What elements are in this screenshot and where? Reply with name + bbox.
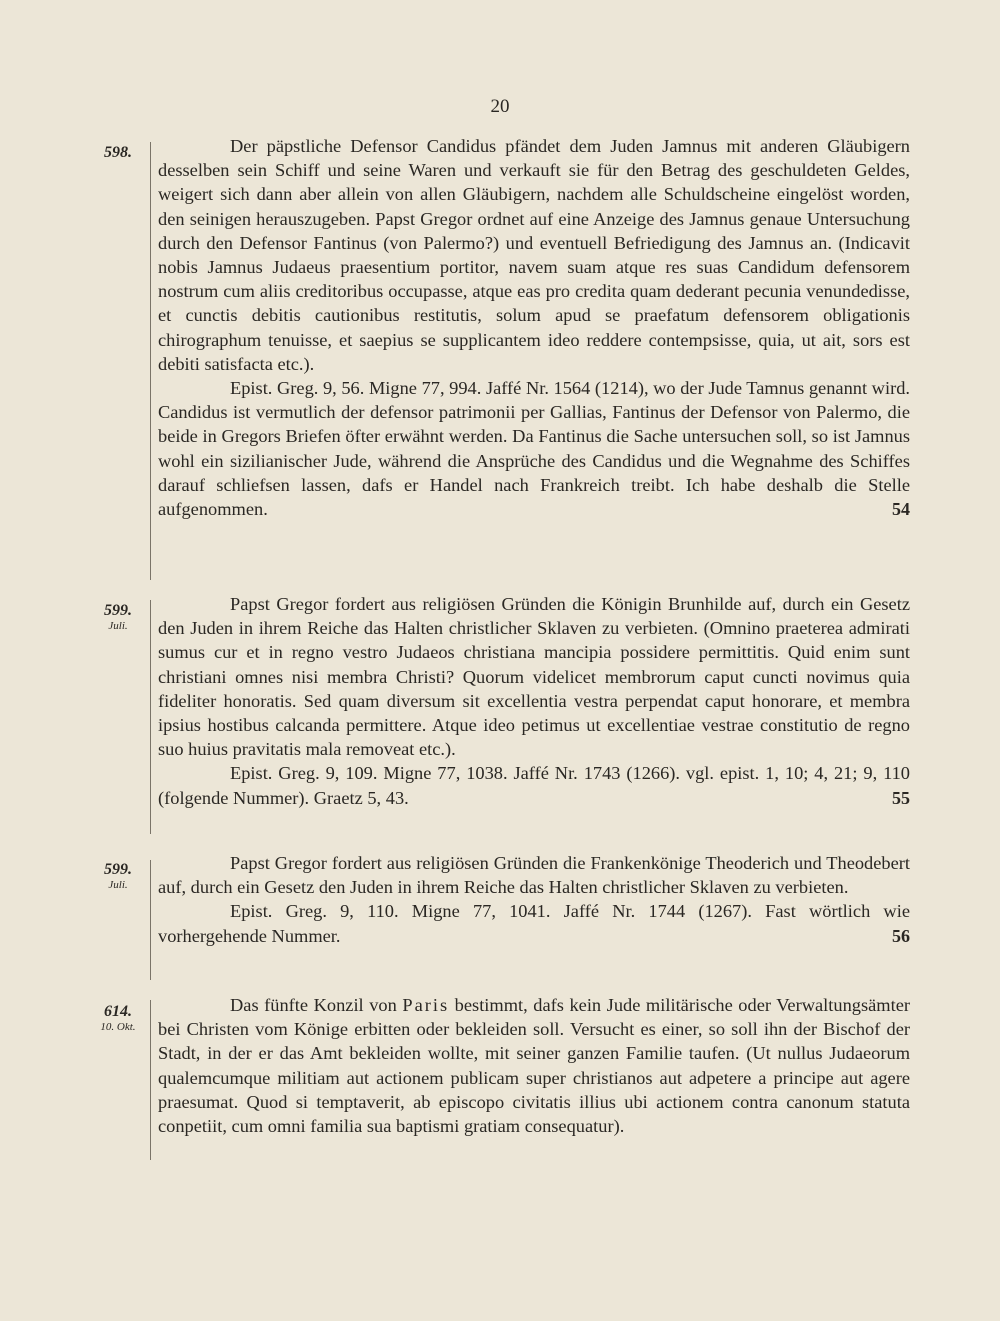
entry-text [158,993,910,1138]
reference-text: Epist. Greg. 9, 56. Migne 77, 994. Jaffé Nr. 1564 (1214), wo der Jude Tamnus genannt wird. Candidus ist vermutlich der defensor patrimonii per Gallias, Fantinus der Defensor von Palermo, die beide in Gregors Briefen öfter erwähnt werden. Da Fantinus die Sache untersuchen soll, so ist Jamnus wohl ein sizilianischer Jude, während die Ansprüche des Candidus und die Wegnahme des Schiffes darauf schliefsen lassen, dafs er Handel nach Frankreich treibt. Ich habe deshalb die Stelle aufgenommen. [158,378,910,520]
entry-year: 614. [104,1003,132,1020]
entry-body [158,134,910,521]
entry-year: 599. [104,602,132,619]
entry-number: 54 [892,499,910,520]
entry-date: Juli. [108,620,128,632]
entry-reference [158,376,910,521]
margin-date [90,1003,146,1034]
reference-text: Epist. Greg. 9, 109. Migne 77, 1038. Jaffé Nr. 1743 (1266). vgl. epist. 1, 10; 4, 21; 9, 110 (folgende Nummer). Graetz 5, 43. [158,763,910,808]
entry-date: 10. Okt. [100,1021,136,1033]
entry-number: 55 [892,787,910,808]
margin-rule [150,600,151,834]
entry-body [158,851,910,948]
entry-text: Papst Gregor fordert aus religiösen Gründen die Königin Brunhilde auf, durch ein Gesetz den Juden in ihrem Reiche das Halten christlicher Sklaven zu verbieten. (Omnino praeterea admirati sumus cur et in regno vestro Judaeos christiana mancipia possidere permittitis. Quid enim sunt christiani omnes nisi membra Christi? Quorum videlicet membrorum caput cuncti novimus quia fideliter honoratis. Sed quam diversum sit excellentia vestra perpendat caput honorare, et membra ipsius hostibus calcanda permittere. Atque ideo petimus ut excellentiae vestrae constitutio de regno suo huius pravitatis mala removeat etc.). [158,594,910,760]
margin-rule [150,142,151,580]
reference-text: Epist. Greg. 9, 110. Migne 77, 1041. Jaffé Nr. 1744 (1267). Fast wörtlich wie vorhergehende Nummer. [158,901,910,946]
page-number: 20 [490,96,510,117]
entry-date: Juli. [108,879,128,891]
entry-text: Der päpstliche Defensor Candidus pfändet dem Juden Jamnus mit anderen Gläubigern desselben sein Schiff und seine Waren und verkauft sie für den Betrag des geschuldeten Geldes, weigert sich dann aber allein von allen Gläubigern, nachdem alle Schuldscheine eingelöst worden, den seinigen herauszugeben. Papst Gregor ordnet auf eine Anzeige des Jamnus genaue Untersuchung durch den Defensor Fantinus (von Palermo?) und eventuell Befriedigung des Jamnus an. (Indicavit nobis Jamnus Judaeus praesentium portitor, navem suam atque res suas Candidum defensorem nostrum cum aliis creditoribus occupasse, atque eas pro credita quam dederant pecunia venundedisse, et cunctis debitis cautionibus restitutis, solum apud se praefatum defensorem obligationis chirographum tenuisse, et saepius se supplicantem ideo reddere contempsisse, quia, ut ait, sors est debiti satisfacta etc.). [158,136,910,374]
margin-date [90,861,146,892]
entry-number: 56 [892,925,910,946]
place-name: Paris [402,995,450,1015]
margin-rule [150,1000,151,1160]
entry-text: Papst Gregor fordert aus religiösen Gründen die Frankenkönige Theoderich und Theodebert auf, durch ein Gesetz den Juden in ihrem Reiche das Halten christlicher Sklaven zu verbieten. [158,853,910,898]
entry-reference [158,899,910,947]
margin-date [90,602,146,633]
entry-reference [158,761,910,809]
entry-year: 599. [104,861,132,878]
entry-body [158,993,910,1138]
margin-rule [150,860,151,980]
entry-year: 598. [104,144,132,161]
entry-body [158,592,910,810]
text-part: bestimmt, dafs kein Jude militärische oder Verwaltungsämter bei Christen vom Könige erbitten oder bekleiden soll. Versucht es einer, so soll ihn der Bischof der Stadt, in der er das Amt bekleiden wollte, mit seiner ganzen Familie taufen. (Ut nullus Judaeorum qualemcumque militiam aut actionem publicam super christianos aut adpetere a principe aut agere praesumat. Quod si temptaverit, ab episcopo civitatis illius ubi actionem contra canonum statuta conpetiit, cum omni familia sua baptismi gratiam consequatur). [158,995,910,1137]
margin-date [90,144,146,162]
text-part: Das fünfte Konzil von [230,995,403,1015]
